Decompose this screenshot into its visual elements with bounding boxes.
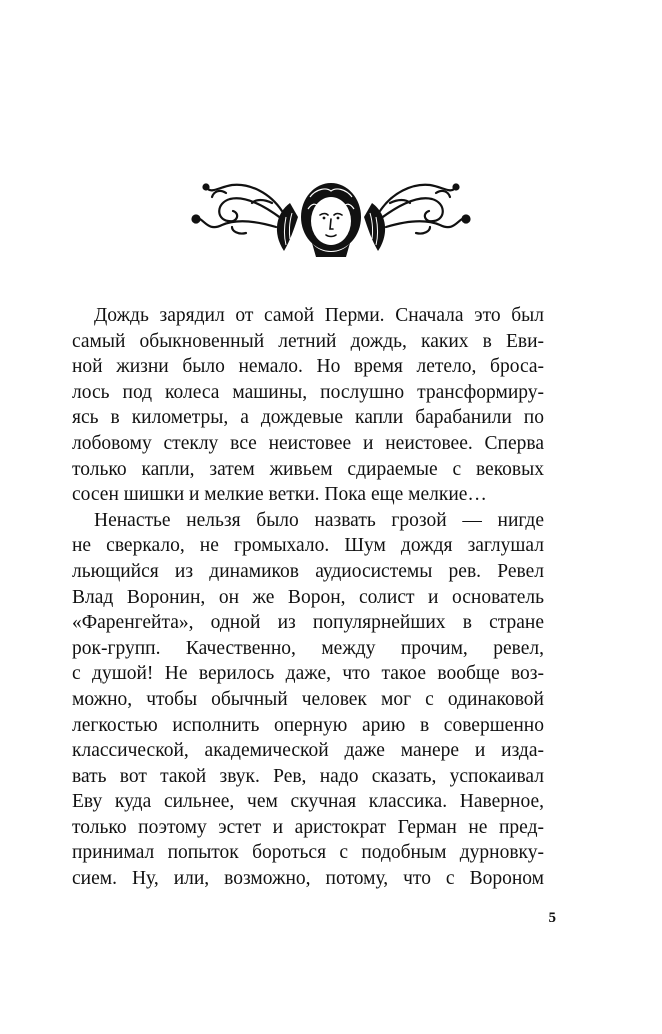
text-line: классической, академической даже манере и изда- bbox=[72, 740, 544, 762]
text-line: Ненастье нельзя было назвать грозой — нигде bbox=[94, 509, 544, 531]
text-line: с душой! Не верилось даже, что такое вообще воз- bbox=[72, 663, 544, 685]
text-line: сосен шишки и мелкие ветки. Пока еще мелкие… bbox=[72, 484, 487, 506]
text-line: сием. Ну, или, возможно, потому, что с Вороном bbox=[72, 868, 544, 890]
text-line: самый обыкновенный летний дождь, каких в Еви- bbox=[72, 330, 544, 352]
text-line: льющийся из динамиков аудиосистемы рев. Ревел bbox=[72, 560, 544, 582]
page-number: 5 bbox=[548, 910, 556, 926]
text-line: Влад Воронин, он же Ворон, солист и основатель bbox=[72, 586, 544, 608]
angel-head-scroll-ornament-icon bbox=[186, 173, 476, 259]
text-line: рок-групп. Качественно, между прочим, ревел, bbox=[72, 637, 544, 659]
chapter-ornament bbox=[186, 173, 476, 259]
text-line: только капли, затем живьем сдираемые с вековых bbox=[72, 458, 544, 480]
text-line: Еву куда сильнее, чем скучная классика. Наверное, bbox=[72, 791, 544, 813]
text-line: «Фаренгейта», одной из популярнейших в стране bbox=[72, 612, 544, 634]
text-line: можно, чтобы обычный человек мог с одинаковой bbox=[72, 688, 544, 710]
text-line: лось под колеса машины, послушно трансформиру- bbox=[72, 381, 544, 403]
text-line: легкостью исполнить оперную арию в совершенно bbox=[72, 714, 544, 736]
text-line: Дождь зарядил от самой Перми. Сначала это был bbox=[94, 305, 544, 326]
text-line: принимал попыток бороться с подобным дурновку- bbox=[72, 842, 544, 864]
text-line: ной жизни было немало. Но время летело, броса- bbox=[72, 356, 544, 378]
text-line: ясь в километры, а дождевые капли барабанили по bbox=[72, 407, 544, 429]
text-line: вать вот такой звук. Рев, надо сказать, успокаивал bbox=[72, 765, 544, 787]
text-line: лобовому стеклу все неистовее и неистовее. Сперва bbox=[72, 432, 544, 454]
text-line: не сверкало, не громыхало. Шум дождя заглушал bbox=[72, 535, 544, 557]
body-text bbox=[72, 303, 544, 892]
text-line: только поэтому эстет и аристократ Герман не пред- bbox=[72, 816, 544, 838]
